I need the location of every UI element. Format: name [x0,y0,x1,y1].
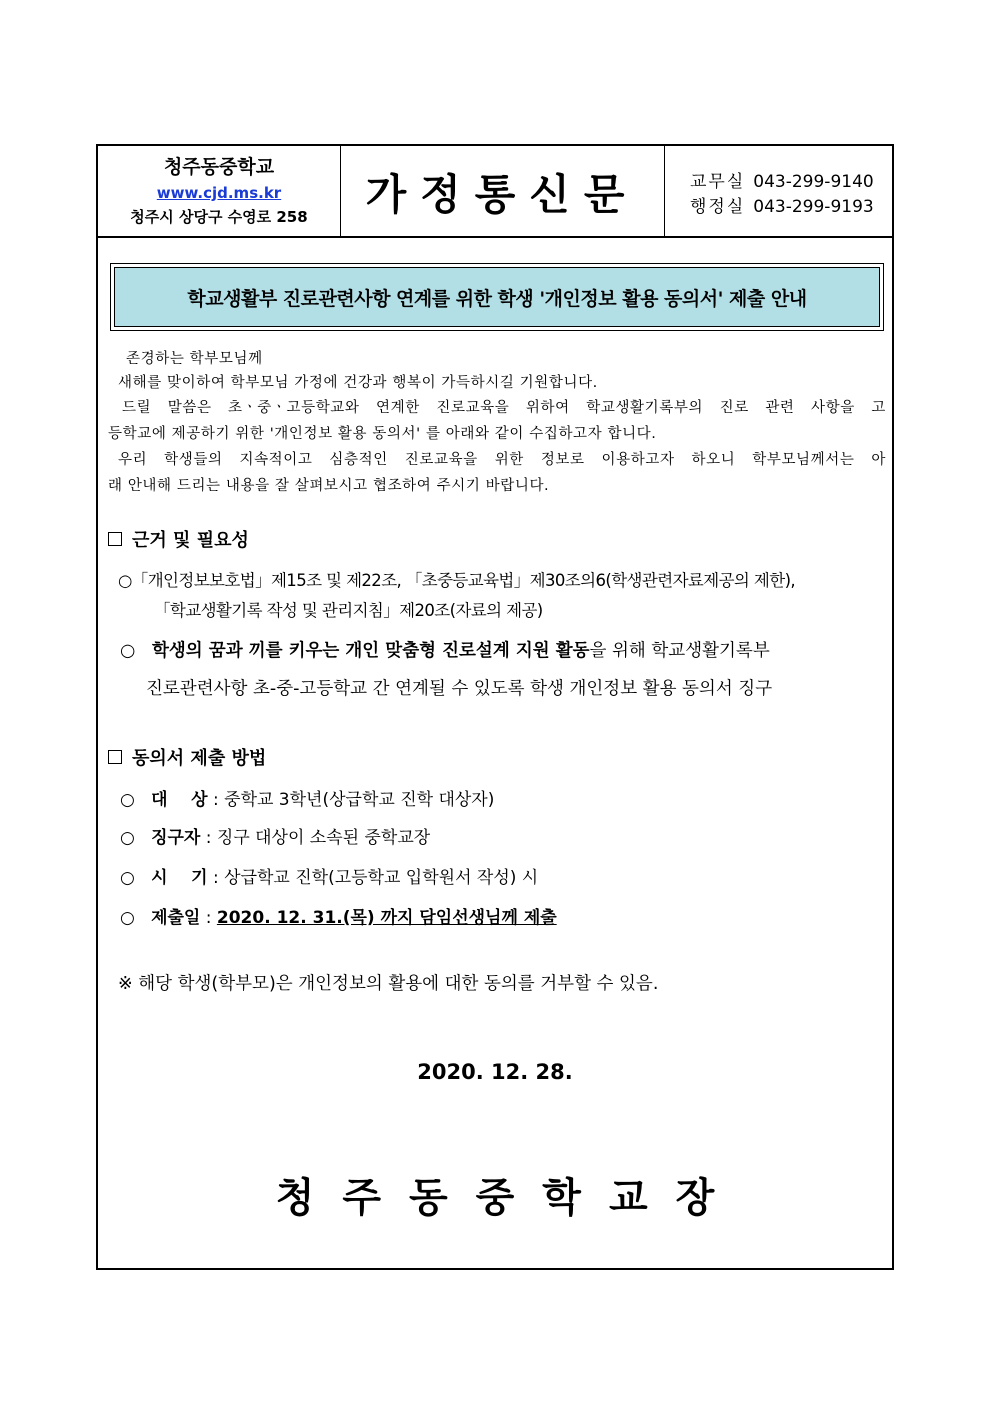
item-label: 시 기 [151,868,208,888]
school-name: 청주동중학교 [163,156,275,178]
phone-number: 043-299-9193 [753,197,874,217]
item-sep: : [213,868,219,888]
method-item-timing [120,863,538,888]
doc-title: 가정통신문 [365,170,639,219]
intro-line-2b: 등학교에 제공하기 위한 '개인정보 활용 동의서' 를 아래와 같이 수집하고자 합니다. [108,426,657,442]
item-label: 징구자 [151,828,201,848]
method-item-deadline [120,903,557,928]
section-basis-title: 근거 및 필요성 [132,530,249,551]
item-label: 제출일 [151,908,201,928]
item-value-deadline: 2020. 12. 31.(목) 까지 담임선생님께 제출 [216,908,557,928]
checkbox-square-icon [108,532,122,546]
method-item-target [120,785,494,810]
title-banner-inner [114,267,880,327]
bullet-circle-icon: ○ [120,828,135,848]
issue-date: 2020. 12. 28. [417,1060,573,1084]
header [98,146,892,238]
phone-academic [690,167,874,192]
principal-signature: 청주동중학교장 [275,1174,743,1221]
intro-line-3a: 우리 학생들의 지속적이고 심층적인 진로교육을 위한 정보로 이용하고자 하오니 학부모님께서는 아 [118,452,886,468]
phone-label: 교무실 [690,172,746,192]
greeting: 존경하는 학부모님께 [126,351,263,367]
document-frame [96,144,894,1270]
school-website-link[interactable]: www.cjd.ms.kr [156,184,282,202]
purpose-line-2: 진로관련사항 초-중-고등학교 간 연계될 수 있도록 학생 개인정보 활용 동의서 징구 [146,679,773,699]
section-method-title: 동의서 제출 방법 [132,748,267,769]
bullet-circle-icon: ○ [120,790,135,810]
bullet-circle-icon: ○ [120,908,135,928]
refusal-note: ※ 해당 학생(학부모)은 개인정보의 활용에 대한 동의를 거부할 수 있음. [118,974,659,994]
purpose-line-1 [120,637,770,662]
phone-admin [690,192,874,217]
item-value: 징구 대상이 소속된 중학교장 [216,828,431,848]
bullet-circle-icon: ○ [120,641,136,661]
item-sep: : [205,828,212,848]
item-value: 상급학교 진학(고등학교 입학원서 작성) 시 [224,868,539,888]
doc-title-cell [340,146,665,236]
intro-line-3b: 래 안내해 드리는 내용을 잘 살펴보시고 협조하여 주시기 바랍니다. [108,478,550,494]
purpose-highlight: 학생의 꿈과 끼를 키우는 개인 맞춤형 진로설계 지원 활동 [151,641,590,661]
checkbox-square-icon [108,750,122,764]
intro-line-2a: 드릴 말씀은 초ㆍ중ㆍ고등학교와 연계한 진로교육을 위하여 학교생활기록부의 진로 관련 사항을 고 [122,400,886,416]
phone-number: 043-299-9140 [753,172,874,192]
school-address: 청주시 상당구 수영로 258 [130,208,308,226]
section-basis-heading [108,526,249,552]
contact-info [664,146,892,236]
section-method-heading [108,744,266,770]
method-item-collector [120,823,430,848]
banner-title: 학교생활부 진로관련사항 연계를 위한 학생 '개인정보 활용 동의서' 제출 안내 [187,287,807,310]
purpose-rest: 을 위해 학교생활기록부 [589,641,770,661]
law-line-1: ○「개인정보보호법」제15조 및 제22조, 「초중등교육법」제30조의6(학생관련자료제공의 제한), [118,571,796,590]
item-sep: : [213,790,219,810]
phone-label: 행정실 [690,197,746,217]
intro-line-1: 새해를 맞이하여 학부모님 가정에 건강과 행복이 가득하시길 기원합니다. [118,375,598,391]
item-label: 대 상 [151,790,208,810]
law-line-2: 「학교생활기록 작성 및 관리지침」제20조(자료의 제공) [154,601,543,620]
title-banner [110,263,884,331]
item-sep: : [205,908,212,928]
item-value: 중학교 3학년(상급학교 진학 대상자) [224,790,495,810]
school-info [98,146,341,236]
bullet-circle-icon: ○ [120,868,135,888]
